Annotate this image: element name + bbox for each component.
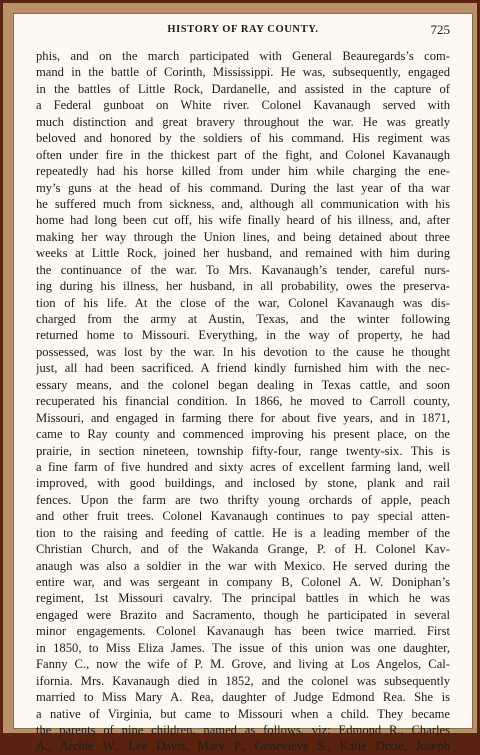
page-number: 725 bbox=[430, 22, 450, 37]
text-line: recuperated his financial condition. In 1866, he moved to Carroll county, bbox=[36, 394, 450, 409]
text-line: often under fire in the thickest part of the fight, and Colonel Kavanaugh bbox=[36, 147, 450, 162]
text-line: essary means, and the colonel began dealing in Texas cattle, and soon bbox=[36, 377, 450, 392]
text-line: came to Ray county and commenced improving his present place, on the bbox=[36, 427, 450, 442]
text-line: repeatedly had his horse killed from under him while charging the ene- bbox=[36, 164, 450, 179]
text-line: a Federal gunboat on White river. Colonel Kavanaugh served with bbox=[36, 98, 450, 113]
text-line: he suffered much from sickness, and, although all communication with his bbox=[36, 196, 450, 211]
text-line: the parents of nine children, named as follows, viz: Edmond R., Charles bbox=[36, 722, 450, 737]
text-line: phis, and on the march participated with General Beauregards’s com- bbox=[36, 49, 450, 63]
page-header bbox=[14, 24, 472, 42]
text-line: just, all had been sacrificed. A friend kindly furnished him with the nec- bbox=[36, 361, 450, 376]
text-line: the continuance of the war. To Mrs. Kavanaugh’s tender, careful nurs- bbox=[36, 262, 450, 277]
text-line: in 1850, to Miss Eliza James. The issue of this union was one daughter, bbox=[36, 640, 450, 655]
text-line: fences. Upon the farm are two thrifty young orchards of apple, peach bbox=[36, 492, 450, 507]
text-line: possessed, was lost by the war. In his devotion to the cause he thought bbox=[36, 344, 450, 359]
text-line: anaugh was also a soldier in the war with Mexico. He served during the bbox=[36, 558, 450, 573]
text-line: a fine farm of five hundred and sixty acres of excellent farming land, well bbox=[36, 459, 450, 474]
text-line: much distinction and great bravery throughout the war. He was greatly bbox=[36, 114, 450, 129]
text-line: returned home to Missouri. Everything, in the way of property, he had bbox=[36, 328, 450, 343]
text-line: weeks at Little Rock, joined her husband, and remained with him during bbox=[36, 246, 450, 261]
text-line: my’s guns at the head of his command. During the last year of tha war bbox=[36, 180, 450, 195]
text-line: Christian Church, and of the Wakanda Grange, P. of H. Colonel Kav- bbox=[36, 542, 450, 557]
body-text bbox=[36, 48, 450, 755]
text-line: a native of Virginia, but came to Missouri when a child. They became bbox=[36, 706, 450, 721]
text-line: beloved and honored by the soldiers of his command. His regiment was bbox=[36, 131, 450, 146]
text-line: charged from the army at Austin, Texas, and the winter following bbox=[36, 312, 450, 326]
text-line: entire war, and was sergeant in company B, Colonel A. W. Doniphan’s bbox=[36, 575, 450, 589]
text-line: married to Miss Mary A. Rea, daughter of Judge Edmond Rea. She is bbox=[36, 690, 450, 705]
text-line: home had long been cut off, his wife finally heard of his illness, and, after bbox=[36, 213, 450, 228]
text-line: prairie, in section nineteen, township fifty-four, range twenty-six. This is bbox=[36, 443, 450, 458]
page-frame bbox=[3, 3, 477, 754]
text-line: minor engagements. Colonel Kavanaugh has been twice married. First bbox=[36, 624, 450, 639]
text-line: mand in the battle of Corinth, Mississippi. He was, subsequently, engaged bbox=[36, 65, 450, 80]
book-page bbox=[13, 13, 473, 754]
text-line: Missouri, and engaged in farming there for about five years, and in 1871, bbox=[36, 410, 450, 425]
text-line: ifornia. Mrs. Kavanaugh died in 1852, and the colonel was subsequently bbox=[36, 673, 450, 688]
text-line: making her way through the Union lines, and being detained about three bbox=[36, 229, 450, 244]
text-line: and other fruit trees. Colonel Kavanaugh continues to pay special atten- bbox=[36, 509, 450, 524]
text-line: in the battles of Little Rock, Dardanelle, and assisted in the capture of bbox=[36, 81, 450, 96]
text-line: improved, with good buildings, and inclosed by stone, plank and rail bbox=[36, 476, 450, 491]
text-line: ing during his illness, her husband, in all probability, owes the preserva- bbox=[36, 279, 450, 294]
running-head: HISTORY OF RAY COUNTY. bbox=[167, 24, 319, 35]
text-line: A., Archie W., Lee Davis, Mary P., Genevieve S., Katie Dixie, Joseph bbox=[36, 739, 450, 754]
text-line: Fanny C., now the wife of P. M. Grove, and living at Los Angelos, Cal- bbox=[36, 657, 450, 672]
text-line: tion to the raising and feeding of cattle. He is a leading member of the bbox=[36, 525, 450, 540]
text-line: tion of his life. At the close of the war, Colonel Kavanaugh was dis- bbox=[36, 295, 450, 310]
text-line: regiment, 1st Missouri cavalry. The principal battles in which he was bbox=[36, 591, 450, 606]
text-line: engaged were Brazito and Sacramento, though he participated in several bbox=[36, 607, 450, 622]
